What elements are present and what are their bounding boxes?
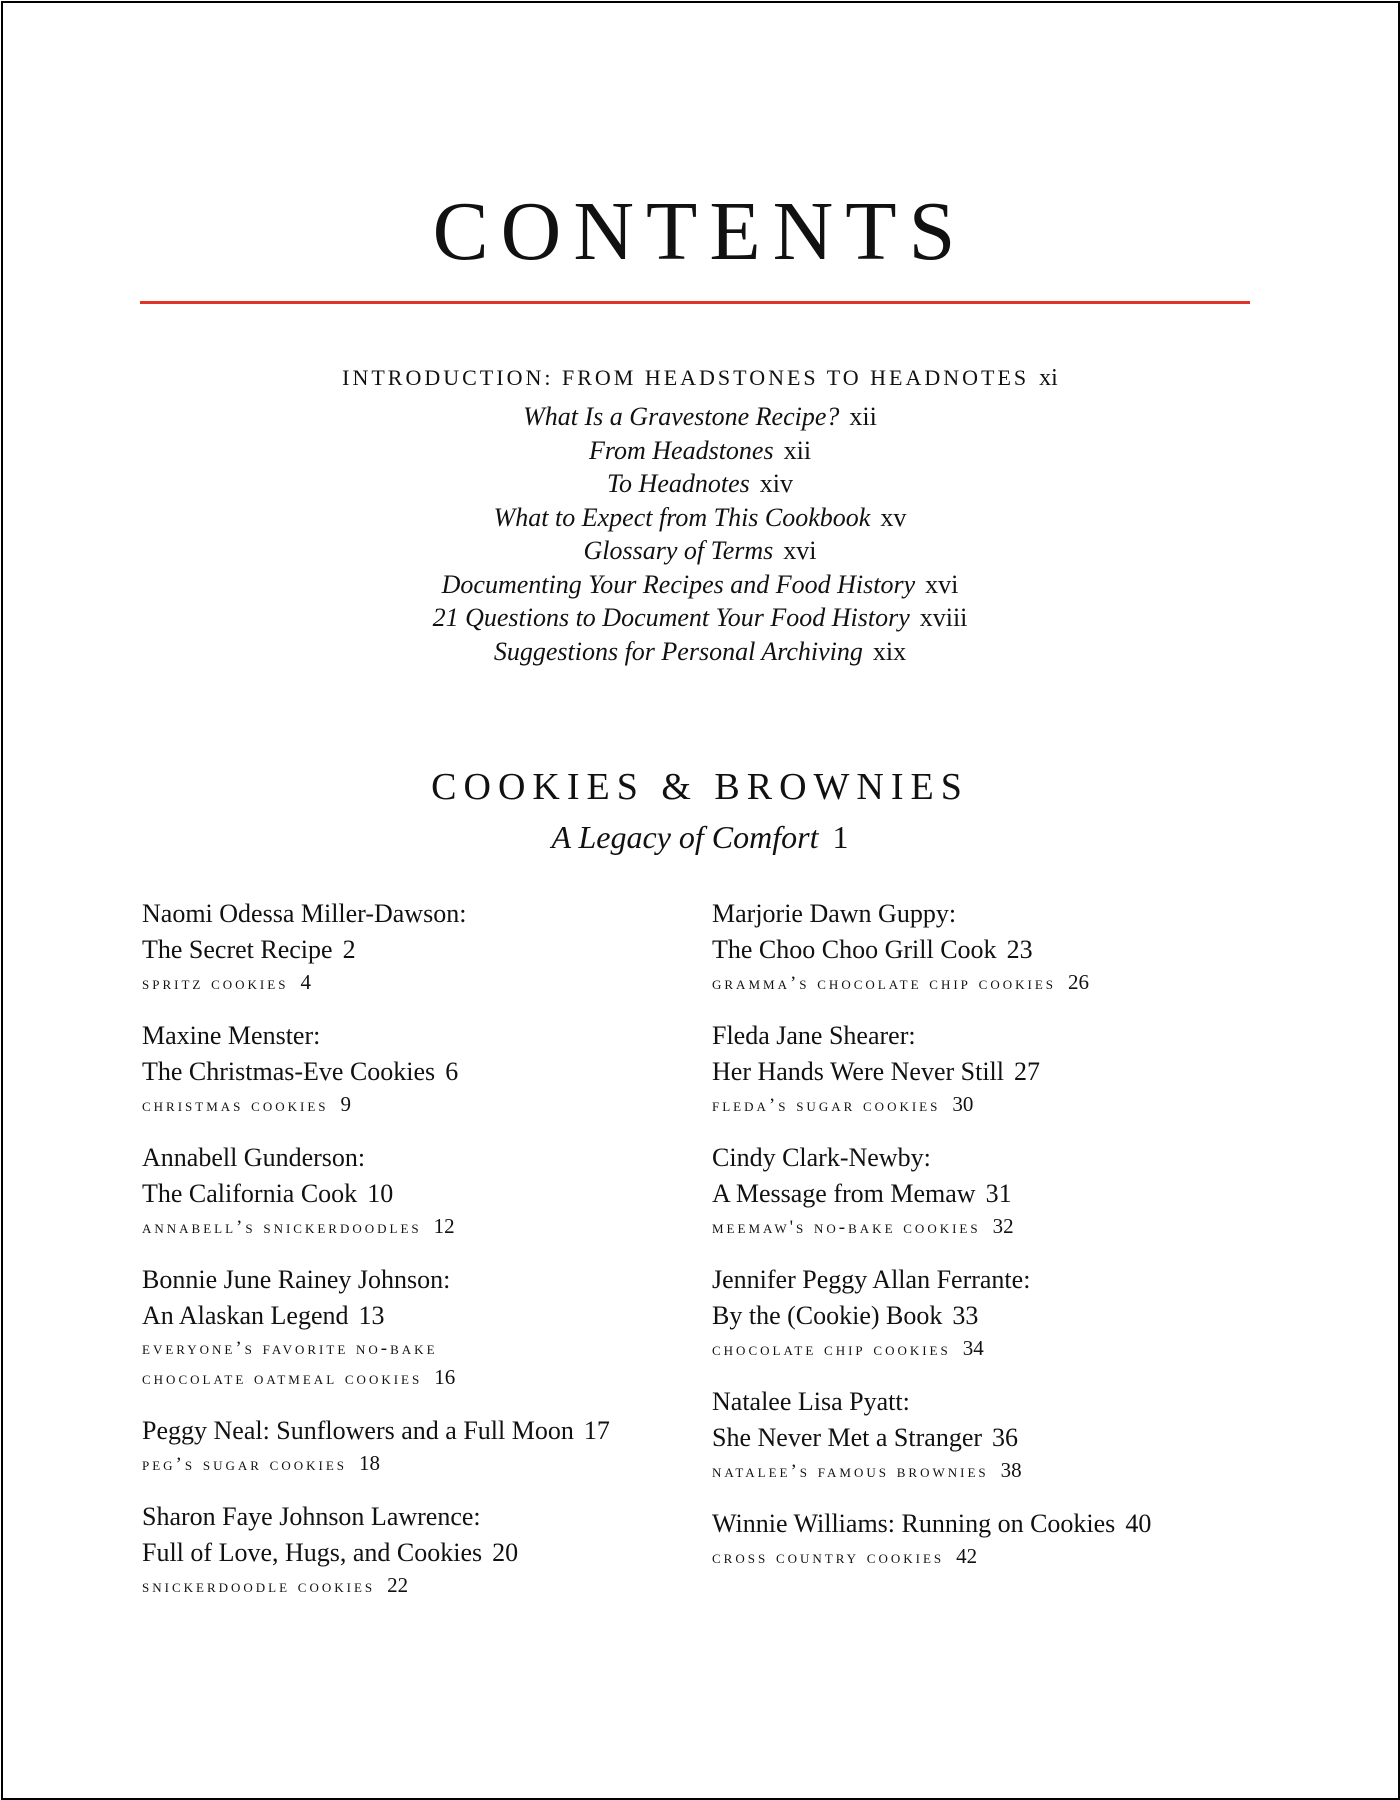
contributor-entry	[712, 1018, 1312, 1120]
section-page: 1	[832, 819, 849, 855]
story-title: Her Hands Were Never Still	[712, 1057, 1005, 1086]
recipe-entry[interactable]	[712, 1090, 1312, 1120]
recipe-page: 18	[359, 1451, 381, 1475]
intro-item-page: xviii	[919, 603, 968, 632]
story-title: By the (Cookie) Book	[712, 1301, 943, 1330]
recipe-entry[interactable]	[142, 968, 742, 998]
intro-item[interactable]	[0, 534, 1400, 568]
intro-item-title: Documenting Your Recipes and Food History	[441, 569, 916, 599]
contributor-entry	[142, 1499, 742, 1601]
recipe-page: 12	[433, 1214, 455, 1238]
title-rule	[140, 301, 1250, 304]
story-title: Peggy Neal: Sunflowers and a Full Moon	[142, 1416, 574, 1445]
recipe-page: 38	[1000, 1458, 1022, 1482]
intro-item-title: What to Expect from This Cookbook	[493, 502, 871, 532]
contributor-entry	[142, 1140, 742, 1242]
recipe-entry[interactable]	[142, 1212, 742, 1242]
story-page: 36	[992, 1423, 1019, 1452]
contributor-name: Natalee Lisa Pyatt:	[712, 1387, 910, 1416]
recipe-title: fleda’s sugar cookies	[712, 1095, 941, 1116]
recipe-entry[interactable]	[142, 1571, 742, 1601]
story-page: 27	[1014, 1057, 1041, 1086]
story-entry[interactable]	[142, 1535, 742, 1571]
recipe-entry[interactable]	[142, 1363, 742, 1393]
story-entry[interactable]	[712, 1506, 1312, 1542]
introduction-page: xi	[1039, 365, 1058, 391]
recipe-title: everyone’s favorite no-bake	[142, 1338, 438, 1359]
intro-item[interactable]	[0, 400, 1400, 434]
contributor-name: Annabell Gunderson:	[142, 1143, 366, 1172]
story-entry[interactable]	[712, 1054, 1312, 1090]
intro-item-title: To Headnotes	[606, 469, 750, 498]
recipe-page: 26	[1068, 970, 1089, 994]
section-title[interactable]: COOKIES & BROWNIES	[431, 766, 969, 808]
story-entry[interactable]	[712, 1420, 1312, 1456]
story-title: A Message from Memaw	[712, 1179, 976, 1208]
recipe-title: chocolate oatmeal cookies	[142, 1368, 423, 1389]
intro-item[interactable]	[0, 501, 1400, 535]
recipe-title: natalee’s famous brownies	[712, 1461, 989, 1482]
intro-item[interactable]	[0, 568, 1400, 602]
story-title: Full of Love, Hugs, and Cookies	[142, 1538, 483, 1567]
contributor-name: Maxine Menster:	[142, 1021, 321, 1050]
recipe-page: 42	[956, 1544, 978, 1568]
story-page: 20	[492, 1538, 519, 1567]
story-page: 40	[1125, 1509, 1152, 1538]
contributor-entry	[712, 1140, 1312, 1242]
recipe-title: annabell’s snickerdoodles	[142, 1217, 422, 1238]
recipe-title: gramma’s chocolate chip cookies	[712, 973, 1056, 994]
intro-item[interactable]	[0, 467, 1400, 501]
contributor-entry	[142, 1413, 742, 1479]
intro-item-page: xii	[783, 435, 812, 465]
contributor-name: Jennifer Peggy Allan Ferrante:	[712, 1265, 1031, 1294]
intro-item-title: What Is a Gravestone Recipe?	[523, 402, 840, 431]
story-title: The Secret Recipe	[142, 935, 333, 964]
introduction-title: INTRODUCTION: FROM HEADSTONES TO HEADNOTES	[342, 365, 1030, 390]
intro-item-page: xvi	[783, 536, 817, 565]
story-page: 6	[445, 1057, 459, 1086]
recipe-title: spritz cookies	[142, 973, 289, 994]
contributor-name: Bonnie June Rainey Johnson:	[142, 1265, 451, 1294]
contributor-name: Naomi Odessa Miller-Dawson:	[142, 899, 467, 928]
story-entry[interactable]	[712, 932, 1312, 968]
intro-item-title: Glossary of Terms	[583, 536, 774, 565]
recipe-entry[interactable]	[712, 968, 1312, 998]
intro-item[interactable]	[0, 601, 1400, 635]
recipe-entry[interactable]	[142, 1090, 742, 1120]
contributor-entry	[142, 1018, 742, 1120]
intro-item-title: From Headstones	[588, 435, 774, 465]
contributor-name: Cindy Clark-Newby:	[712, 1143, 931, 1172]
contributor-name: Fleda Jane Shearer:	[712, 1021, 916, 1050]
story-page: 31	[985, 1179, 1012, 1208]
recipe-title: chocolate chip cookies	[712, 1339, 951, 1360]
recipe-page: 16	[434, 1365, 456, 1389]
story-entry[interactable]	[142, 1176, 742, 1212]
section-subtitle-entry[interactable]	[0, 815, 1400, 859]
recipe-page: 32	[992, 1214, 1014, 1238]
intro-item-page: xiv	[759, 469, 793, 498]
introduction-block	[0, 362, 1400, 668]
recipe-page: 30	[952, 1092, 974, 1116]
story-title: The California Cook	[142, 1179, 358, 1208]
intro-item-title: 21 Questions to Document Your Food History	[432, 603, 910, 632]
right-column	[712, 896, 1312, 1592]
intro-item-page: xvi	[925, 569, 959, 599]
page-title: CONTENTS	[432, 185, 968, 278]
section-header	[0, 763, 1400, 859]
contributor-entry	[712, 896, 1312, 998]
recipe-page: 22	[387, 1573, 409, 1597]
recipe-page: 34	[962, 1336, 984, 1360]
story-page: 17	[583, 1416, 610, 1445]
contributor-entry	[142, 1262, 742, 1393]
story-entry[interactable]	[712, 1298, 1312, 1334]
story-entry[interactable]	[142, 1298, 742, 1334]
story-entry[interactable]	[712, 1176, 1312, 1212]
intro-item[interactable]	[0, 434, 1400, 468]
story-page: 23	[1006, 935, 1033, 964]
introduction-entry[interactable]	[0, 362, 1400, 394]
recipe-title: snickerdoodle cookies	[142, 1576, 376, 1597]
story-page: 13	[358, 1301, 385, 1330]
intro-item-page: xii	[849, 402, 877, 431]
recipe-entry[interactable]	[712, 1456, 1312, 1486]
story-title: The Christmas-Eve Cookies	[142, 1057, 436, 1086]
intro-item[interactable]	[0, 635, 1400, 669]
contributor-entry	[142, 896, 742, 998]
intro-item-page: xix	[872, 636, 907, 666]
recipe-entry[interactable]	[142, 1449, 742, 1479]
recipe-entry[interactable]	[712, 1334, 1312, 1364]
story-title: She Never Met a Stranger	[712, 1423, 983, 1452]
recipe-entry[interactable]	[712, 1542, 1312, 1572]
intro-item-title: Suggestions for Personal Archiving	[493, 636, 863, 666]
recipe-title: cross country cookies	[712, 1547, 945, 1568]
recipe-entry[interactable]	[712, 1212, 1312, 1242]
story-page: 33	[952, 1301, 979, 1330]
story-page: 10	[367, 1179, 394, 1208]
story-title: An Alaskan Legend	[142, 1301, 349, 1330]
contributor-entry	[712, 1506, 1312, 1572]
contributor-entry	[712, 1262, 1312, 1364]
recipe-page: 9	[340, 1092, 351, 1116]
story-entry[interactable]	[142, 1054, 742, 1090]
section-subtitle: A Legacy of Comfort	[551, 819, 819, 855]
recipe-title: meemaw's no-bake cookies	[712, 1217, 981, 1238]
left-column	[142, 896, 742, 1621]
story-title: The Choo Choo Grill Cook	[712, 935, 997, 964]
recipe-entry[interactable]	[142, 1334, 742, 1363]
story-entry[interactable]	[142, 932, 742, 968]
story-title: Winnie Williams: Running on Cookies	[712, 1509, 1116, 1538]
contributor-name: Sharon Faye Johnson Lawrence:	[142, 1502, 481, 1531]
story-page: 2	[342, 935, 356, 964]
contributor-entry	[712, 1384, 1312, 1486]
recipe-title: christmas cookies	[142, 1095, 329, 1116]
recipe-page: 4	[300, 970, 311, 994]
intro-item-page: xv	[880, 502, 907, 532]
story-entry[interactable]	[142, 1413, 742, 1449]
recipe-title: peg’s sugar cookies	[142, 1454, 348, 1475]
contributor-name: Marjorie Dawn Guppy:	[712, 899, 957, 928]
